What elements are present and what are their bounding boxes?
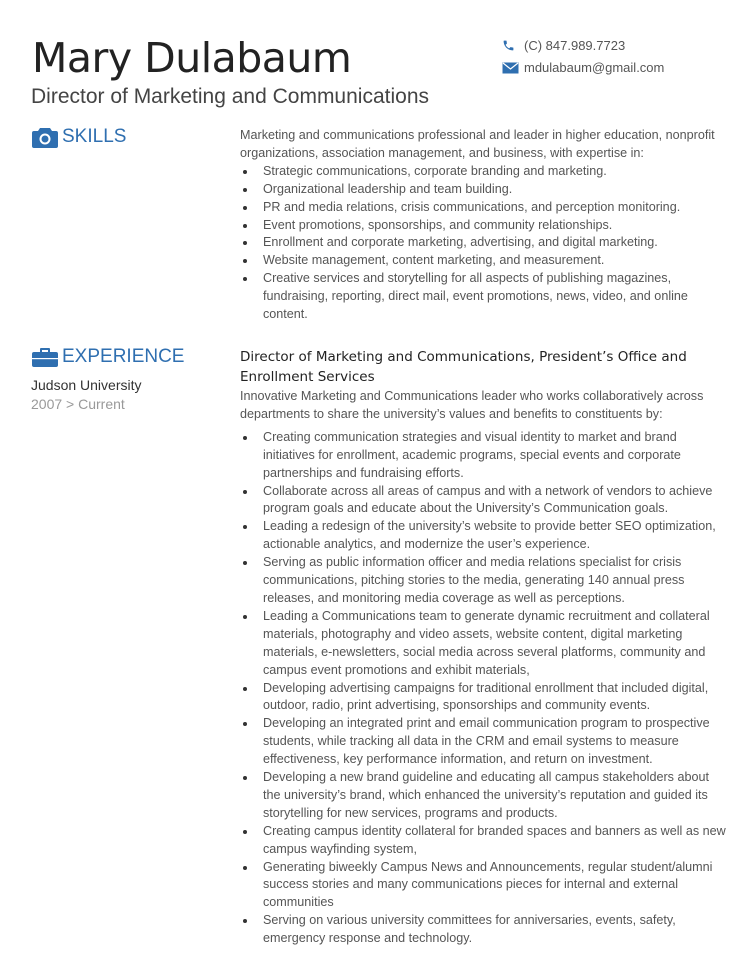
skill-item: Organizational leadership and team building. <box>240 181 728 199</box>
experience-item: Collaborate across all areas of campus and with a network of vendors to achieve program goals and educate about the University’s Communication goals. <box>240 483 728 519</box>
experience-heading <box>32 346 184 368</box>
experience-intro: Innovative Marketing and Communications leader who works collaboratively across departments to share the university’s values and benefits to constituents by: <box>240 389 704 421</box>
experience-item: Developing advertising campaigns for traditional enrollment that included digital, outdoor, radio, print advertising, sponsorships and community events. <box>240 680 728 716</box>
envelope-icon <box>502 62 524 74</box>
experience-item: Serving on various university committees for anniversaries, events, safety, emergency response and technology. <box>240 912 728 948</box>
briefcase-icon <box>32 346 62 368</box>
camera-icon <box>32 126 62 148</box>
experience-item: Generating biweekly Campus News and Announcements, regular student/alumni success stories and many communications pieces for internal and external communities <box>240 859 728 913</box>
experience-item: Serving as public information officer and media relations specialist for crisis communications, pitching stories to the media, generating 140 annual press releases, and monitoring media coverage as well as perceptions. <box>240 554 728 608</box>
skills-list <box>240 163 728 324</box>
skill-item: Creative services and storytelling for all aspects of publishing magazines, fundraising, reporting, direct mail, event promotions, news, video, and online content. <box>240 270 728 324</box>
contact-phone <box>502 38 625 53</box>
email-link[interactable]: mdulabaum@gmail.com <box>524 60 665 75</box>
experience-item: Developing a new brand guideline and educating all campus stakeholders about the university’s brand, which enhanced the university’s reputation and guided its storytelling for new services, programs and products. <box>240 769 728 823</box>
skill-item: Strategic communications, corporate branding and marketing. <box>240 163 728 181</box>
experience-content <box>240 347 728 948</box>
contact-email <box>502 60 664 75</box>
skill-item: Website management, content marketing, and measurement. <box>240 252 728 270</box>
employment-dates: 2007 > Current <box>31 396 125 412</box>
skill-item: PR and media relations, crisis communications, and perception monitoring. <box>240 199 728 217</box>
skill-item: Event promotions, sponsorships, and community relationships. <box>240 217 728 235</box>
experience-item: Developing an integrated print and email communication program to prospective students, while tracking all data in the CRM and email systems to measure effectiveness, key performance information, and return on investment. <box>240 715 728 769</box>
experience-heading-text: EXPERIENCE <box>62 346 185 367</box>
skills-content <box>240 127 728 324</box>
phone-icon <box>502 39 524 52</box>
experience-item: Leading a Communications team to generate dynamic recruitment and collateral materials, photography and video assets, website content, digital marketing materials, e-newsletters, social media across several platforms, community and campus event promotions and exhibit materials, <box>240 608 728 680</box>
skill-item: Enrollment and corporate marketing, advertising, and digital marketing. <box>240 234 728 252</box>
skills-intro: Marketing and communications professional and leader in higher education, nonprofit organizations, association management, and business, with expertise in: <box>240 128 715 160</box>
experience-item: Leading a redesign of the university’s website to provide better SEO optimization, actionable analytics, and modernize the user’s experience. <box>240 518 728 554</box>
skills-heading-text: SKILLS <box>62 126 127 147</box>
employer-name: Judson University <box>31 377 142 393</box>
candidate-name: Mary Dulabaum <box>32 34 352 82</box>
experience-item: Creating communication strategies and visual identity to market and brand initiatives for enrollment, academic programs, special events and corporate partnerships and fundraising efforts. <box>240 429 728 483</box>
candidate-title: Director of Marketing and Communications <box>31 85 429 108</box>
position-title: Director of Marketing and Communications, President’s Office and Enrollment Services <box>240 349 687 385</box>
experience-list <box>240 429 728 948</box>
experience-item: Creating campus identity collateral for branded spaces and banners as well as new campus wayfinding system, <box>240 823 728 859</box>
skills-heading <box>32 126 126 148</box>
phone-text: (C) 847.989.7723 <box>524 38 626 53</box>
